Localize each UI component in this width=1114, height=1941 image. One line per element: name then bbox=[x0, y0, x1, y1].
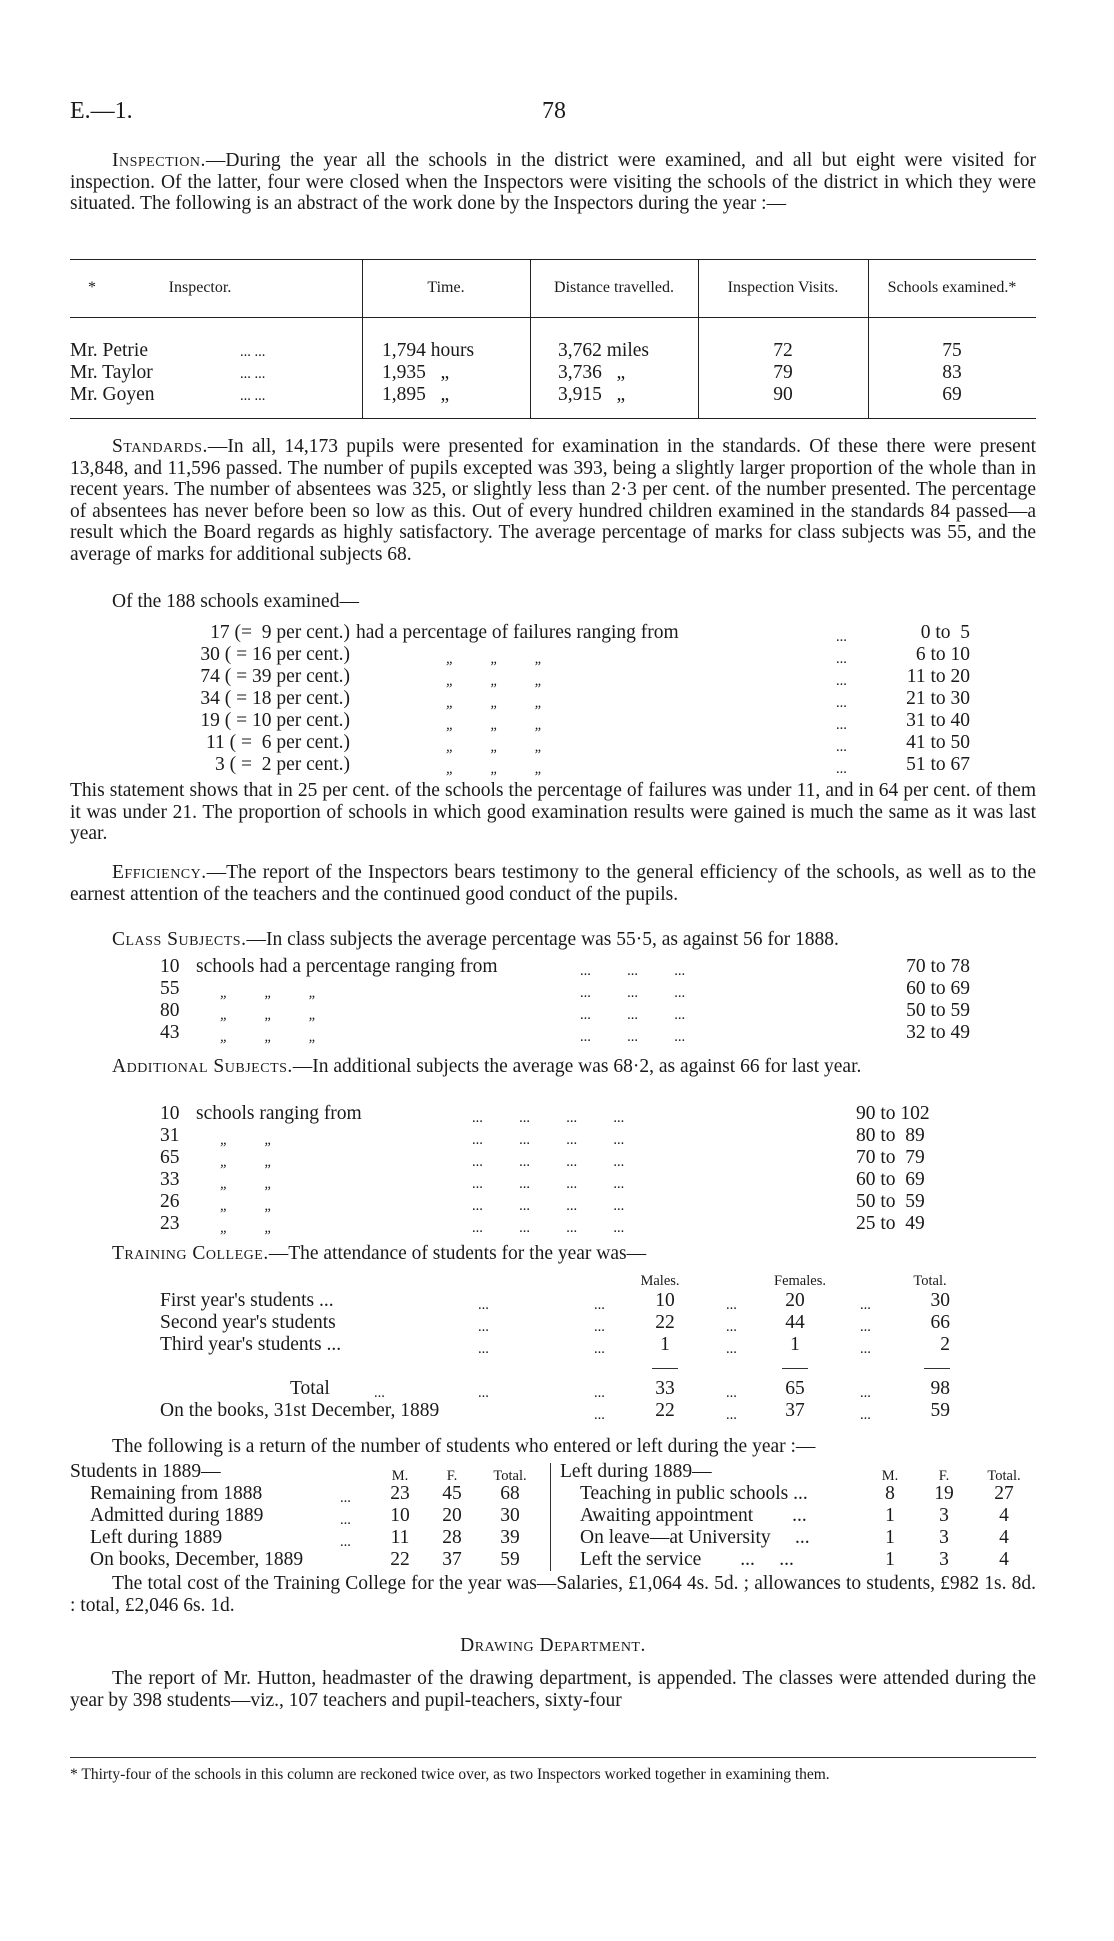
ditto-marks: „ „ „ bbox=[220, 1029, 317, 1045]
leader-dots: ... ... ... bbox=[580, 1007, 686, 1023]
failure-desc: had a percentage of failures ranging from bbox=[356, 622, 679, 643]
left-row-label: Left during 1889 bbox=[90, 1527, 223, 1548]
additional-range: 70 to 79 bbox=[856, 1147, 925, 1168]
leader-dots: ... bbox=[860, 1297, 871, 1313]
leader-dots: ... bbox=[340, 1490, 351, 1506]
failure-count: 11 ( = 6 per cent.) bbox=[205, 732, 350, 753]
inspector-time: 1,794 hours bbox=[382, 340, 475, 361]
right-table-title: Left during 1889— bbox=[560, 1461, 712, 1482]
leader-dots: ... ... ... ... bbox=[472, 1110, 625, 1126]
class-subjects-heading: Class Subjects. bbox=[112, 929, 247, 950]
additional-subjects-text: —In additional subjects the average was 68·2, as against 66 for last year. bbox=[292, 1056, 862, 1077]
table-header-rule bbox=[70, 317, 1036, 318]
additional-desc: schools ranging from bbox=[196, 1103, 362, 1124]
right-col-f: F. bbox=[938, 1468, 950, 1484]
total-females: 65 bbox=[785, 1378, 805, 1399]
additional-range: 25 to 49 bbox=[856, 1213, 925, 1234]
right-col-total: Total. bbox=[987, 1468, 1021, 1484]
col-females: Females. bbox=[774, 1273, 826, 1289]
failure-count: 30 ( = 16 per cent.) bbox=[200, 644, 350, 665]
attendance-females: 20 bbox=[785, 1290, 805, 1311]
right-row-label: Awaiting appointment ... bbox=[580, 1505, 807, 1526]
ditto-marks: „ „ bbox=[220, 1154, 273, 1170]
inspection-paragraph bbox=[70, 150, 1036, 215]
leader-dots: ... bbox=[836, 629, 847, 645]
sum-rule bbox=[652, 1368, 678, 1369]
failure-count: 3 ( = 2 per cent.) bbox=[215, 754, 350, 775]
header-visits: Inspection Visits. bbox=[727, 279, 839, 296]
inspector-name: Mr. Petrie bbox=[70, 340, 148, 361]
leader-dots: ... bbox=[340, 1534, 351, 1550]
right-row-total: 27 bbox=[994, 1483, 1014, 1504]
leader-dots: ... ... bbox=[240, 388, 266, 404]
inspection-heading: Inspection. bbox=[112, 150, 206, 171]
left-row-label: Remaining from 1888 bbox=[90, 1483, 263, 1504]
inspector-distance: 3,736 „ bbox=[558, 362, 626, 383]
ditto-marks: „ „ „ bbox=[446, 673, 543, 689]
footnote: * Thirty-four of the schools in this column are reckoned twice over, as two Inspectors worked together in examining them. bbox=[70, 1766, 830, 1783]
left-row-label: On books, December, 1889 bbox=[90, 1549, 304, 1570]
header-inspector: Inspector. bbox=[168, 279, 232, 296]
leader-dots: ... bbox=[860, 1385, 871, 1401]
total-label: Total bbox=[290, 1378, 330, 1399]
total-total: 98 bbox=[930, 1378, 950, 1399]
cost-paragraph: The total cost of the Training College for the year was—Salaries, £1,064 4s. 5d. ; allowances to students, £982 1s. 8d. : total, £2,046 6s. 1d. bbox=[70, 1573, 1036, 1616]
ditto-marks: „ „ „ bbox=[446, 651, 543, 667]
standards-text: —In all, 14,173 pupils were presented for examination in the standards. Of these there were present 13,848, and 11,596 passed. The number of pupils excepted was 393, being a slightly larger proportion of the whole than in recent years. The number of absentees was 325, or slightly less than 2·3 per cent. of the number presented. The percentage of absentees has never before been so low as this. Out of every hundred children examined in the standards 84 passed—a result which the Board regards as highly satisfactory. The average percentage of marks for class subjects was 55, and the average of marks for additional subjects 68. bbox=[70, 436, 1036, 565]
efficiency-paragraph bbox=[70, 862, 1036, 905]
failure-range: 6 to 10 bbox=[915, 644, 970, 665]
leader-dots: ... ... ... ... bbox=[472, 1220, 625, 1236]
additional-range: 90 to 102 bbox=[856, 1103, 930, 1124]
leader-dots: ... ... ... ... bbox=[472, 1132, 625, 1148]
class-desc: schools had a percentage ranging from bbox=[196, 956, 498, 977]
failure-range: 51 to 67 bbox=[906, 754, 970, 775]
leader-dots: ... bbox=[374, 1385, 385, 1401]
additional-subjects-paragraph bbox=[70, 1056, 1036, 1078]
class-count: 55 bbox=[160, 978, 180, 999]
additional-count: 26 bbox=[160, 1191, 180, 1212]
right-row-f: 19 bbox=[934, 1483, 954, 1504]
failure-count: 74 ( = 39 per cent.) bbox=[200, 666, 350, 687]
inspector-visits: 72 bbox=[773, 340, 793, 361]
leader-dots: ... bbox=[836, 651, 847, 667]
books-males: 22 bbox=[655, 1400, 675, 1421]
drawing-heading: Drawing Department. bbox=[460, 1635, 646, 1656]
leader-dots: ... bbox=[726, 1341, 737, 1357]
left-row-label: Admitted during 1889 bbox=[90, 1505, 264, 1526]
class-count: 80 bbox=[160, 1000, 180, 1021]
attendance-total: 2 bbox=[940, 1334, 950, 1355]
ditto-marks: „ „ bbox=[220, 1132, 273, 1148]
inspector-name: Mr. Goyen bbox=[70, 384, 155, 405]
inspector-visits: 79 bbox=[773, 362, 793, 383]
failure-range: 0 to 5 bbox=[920, 622, 970, 643]
failure-range: 31 to 40 bbox=[906, 710, 970, 731]
attendance-label: Second year's students bbox=[160, 1312, 336, 1333]
training-college-text: —The attendance of students for the year was— bbox=[268, 1243, 647, 1264]
leader-dots: ... bbox=[726, 1319, 737, 1335]
right-row-m: 1 bbox=[885, 1505, 895, 1526]
right-row-f: 3 bbox=[939, 1549, 949, 1570]
leader-dots: ... ... ... ... bbox=[472, 1198, 625, 1214]
class-range: 50 to 59 bbox=[906, 1000, 970, 1021]
left-row-m: 10 bbox=[390, 1505, 410, 1526]
attendance-total: 30 bbox=[930, 1290, 950, 1311]
left-col-f: F. bbox=[446, 1468, 458, 1484]
leader-dots: ... bbox=[478, 1385, 489, 1401]
books-total: 59 bbox=[930, 1400, 950, 1421]
inspector-time: 1,935 „ bbox=[382, 362, 450, 383]
additional-range: 60 to 69 bbox=[856, 1169, 925, 1190]
inspector-name: Mr. Taylor bbox=[70, 362, 153, 383]
leader-dots: ... ... ... bbox=[580, 963, 686, 979]
books-label: On the books, 31st December, 1889 bbox=[160, 1400, 440, 1421]
ditto-marks: „ „ „ bbox=[220, 1007, 317, 1023]
inspector-table bbox=[70, 259, 1036, 419]
ditto-marks: „ „ bbox=[220, 1176, 273, 1192]
left-row-total: 39 bbox=[500, 1527, 520, 1548]
col-total: Total. bbox=[913, 1273, 947, 1289]
class-range: 60 to 69 bbox=[906, 978, 970, 999]
page-number: 78 bbox=[542, 98, 566, 124]
ditto-marks: „ „ „ bbox=[446, 761, 543, 777]
left-row-f: 28 bbox=[442, 1527, 462, 1548]
leader-dots: ... bbox=[594, 1407, 605, 1423]
right-col-m: M. bbox=[881, 1468, 899, 1484]
right-row-m: 8 bbox=[885, 1483, 895, 1504]
inspector-examined: 75 bbox=[942, 340, 962, 361]
class-range: 32 to 49 bbox=[906, 1022, 970, 1043]
leader-dots: ... bbox=[726, 1407, 737, 1423]
class-range: 70 to 78 bbox=[906, 956, 970, 977]
right-row-total: 4 bbox=[999, 1527, 1009, 1548]
failure-count: 19 ( = 10 per cent.) bbox=[200, 710, 350, 731]
left-row-m: 23 bbox=[390, 1483, 410, 1504]
standards-heading: Standards. bbox=[112, 436, 208, 457]
leader-dots: ... bbox=[478, 1319, 489, 1335]
failure-range: 21 to 30 bbox=[906, 688, 970, 709]
failure-range: 41 to 50 bbox=[906, 732, 970, 753]
standards-summary: This statement shows that in 25 per cent. of the schools the percentage of failures was under 11, and in 64 per cent. of them it was under 21. The proportion of schools in which good examination results were gained is much the same as it was last year. bbox=[70, 780, 1036, 845]
attendance-females: 1 bbox=[790, 1334, 800, 1355]
additional-count: 23 bbox=[160, 1213, 180, 1234]
left-row-total: 30 bbox=[500, 1505, 520, 1526]
failure-count: 34 ( = 18 per cent.) bbox=[200, 688, 350, 709]
leader-dots: ... ... ... bbox=[580, 1029, 686, 1045]
left-row-f: 45 bbox=[442, 1483, 462, 1504]
right-row-m: 1 bbox=[885, 1549, 895, 1570]
attendance-males: 22 bbox=[655, 1312, 675, 1333]
ditto-marks: „ „ „ bbox=[446, 717, 543, 733]
additional-count: 31 bbox=[160, 1125, 180, 1146]
report-code: E.—1. bbox=[70, 98, 133, 124]
left-col-m: M. bbox=[391, 1468, 409, 1484]
header-examined: Schools examined.* bbox=[887, 279, 1017, 296]
leader-dots: ... bbox=[340, 1512, 351, 1528]
class-subjects-paragraph bbox=[70, 929, 1036, 951]
additional-count: 65 bbox=[160, 1147, 180, 1168]
attendance-males: 1 bbox=[660, 1334, 670, 1355]
left-row-m: 11 bbox=[390, 1527, 410, 1548]
ditto-marks: „ „ „ bbox=[220, 985, 317, 1001]
left-col-total: Total. bbox=[493, 1468, 527, 1484]
inspector-distance: 3,915 „ bbox=[558, 384, 626, 405]
ditto-marks: „ „ „ bbox=[446, 739, 543, 755]
additional-range: 80 to 89 bbox=[856, 1125, 925, 1146]
right-row-label: Teaching in public schools ... bbox=[580, 1483, 808, 1504]
ditto-marks: „ „ bbox=[220, 1198, 273, 1214]
additional-range: 50 to 59 bbox=[856, 1191, 925, 1212]
books-females: 37 bbox=[785, 1400, 805, 1421]
right-row-label: On leave—at University ... bbox=[580, 1527, 810, 1548]
leader-dots: ... bbox=[836, 739, 847, 755]
leader-dots: ... bbox=[836, 717, 847, 733]
attendance-total: 66 bbox=[930, 1312, 950, 1333]
leader-dots: ... bbox=[478, 1341, 489, 1357]
failure-range: 11 to 20 bbox=[906, 666, 970, 687]
right-row-f: 3 bbox=[939, 1505, 949, 1526]
leader-dots: ... ... ... ... bbox=[472, 1176, 625, 1192]
header-marker: * bbox=[88, 279, 96, 296]
footnote-rule bbox=[70, 1757, 1036, 1758]
efficiency-text: —The report of the Inspectors bears testimony to the general efficiency of the schools, as well as to the earnest attention of the teachers and the continued good conduct of the pupils. bbox=[70, 862, 1036, 905]
attendance-males: 10 bbox=[655, 1290, 675, 1311]
left-row-f: 37 bbox=[442, 1549, 462, 1570]
attendance-females: 44 bbox=[785, 1312, 805, 1333]
left-row-f: 20 bbox=[442, 1505, 462, 1526]
leader-dots: ... ... bbox=[240, 344, 266, 360]
inspector-distance: 3,762 miles bbox=[558, 340, 649, 361]
leader-dots: ... ... ... ... bbox=[472, 1154, 625, 1170]
sum-rule bbox=[782, 1368, 808, 1369]
leader-dots: ... bbox=[594, 1385, 605, 1401]
leader-dots: ... bbox=[594, 1341, 605, 1357]
left-row-m: 22 bbox=[390, 1549, 410, 1570]
right-row-m: 1 bbox=[885, 1527, 895, 1548]
leader-dots: ... ... ... bbox=[580, 985, 686, 1001]
leader-dots: ... bbox=[726, 1297, 737, 1313]
left-row-total: 68 bbox=[500, 1483, 520, 1504]
leader-dots: ... ... bbox=[240, 366, 266, 382]
right-row-f: 3 bbox=[939, 1527, 949, 1548]
standards-paragraph bbox=[70, 436, 1036, 566]
header-time: Time. bbox=[427, 279, 465, 296]
sum-rule bbox=[924, 1368, 950, 1369]
col-males: Males. bbox=[640, 1273, 680, 1289]
efficiency-heading: Efficiency. bbox=[112, 862, 207, 883]
attendance-label: Third year's students ... bbox=[160, 1334, 342, 1355]
inspector-examined: 83 bbox=[942, 362, 962, 383]
leader-dots: ... bbox=[836, 761, 847, 777]
drawing-paragraph: The report of Mr. Hutton, headmaster of the drawing department, is appended. The classes were attended during the year by 398 students—viz., 107 teachers and pupil-teachers, sixty-four bbox=[70, 1668, 1036, 1711]
class-count: 10 bbox=[160, 956, 180, 977]
ditto-marks: „ „ „ bbox=[446, 695, 543, 711]
attendance-label: First year's students ... bbox=[160, 1290, 334, 1311]
ditto-marks: „ „ bbox=[220, 1220, 273, 1236]
leader-dots: ... bbox=[478, 1297, 489, 1313]
inspector-visits: 90 bbox=[773, 384, 793, 405]
table-divider bbox=[550, 1463, 551, 1571]
class-count: 43 bbox=[160, 1022, 180, 1043]
leader-dots: ... bbox=[860, 1341, 871, 1357]
failure-count: 17 (= 9 per cent.) bbox=[210, 622, 350, 643]
training-college-paragraph bbox=[70, 1243, 1036, 1265]
additional-count: 10 bbox=[160, 1103, 180, 1124]
leader-dots: ... bbox=[860, 1407, 871, 1423]
left-row-total: 59 bbox=[500, 1549, 520, 1570]
inspection-text: —During the year all the schools in the district were examined, and all but eight were visited for inspection. Of the latter, four were closed when the Inspectors were visiting the schools of the district in which they were situated. The following is an abstract of the work done by the Inspectors during the year :— bbox=[70, 150, 1036, 215]
standards-intro: Of the 188 schools examined— bbox=[112, 591, 359, 612]
additional-subjects-heading: Additional Subjects. bbox=[112, 1056, 293, 1077]
inspector-examined: 69 bbox=[942, 384, 962, 405]
left-table-title: Students in 1889— bbox=[70, 1461, 221, 1482]
right-row-label: Left the service ... ... bbox=[580, 1549, 794, 1570]
training-college-heading: Training College. bbox=[112, 1243, 269, 1264]
leader-dots: ... bbox=[594, 1297, 605, 1313]
leader-dots: ... bbox=[860, 1319, 871, 1335]
inspector-time: 1,895 „ bbox=[382, 384, 450, 405]
total-males: 33 bbox=[655, 1378, 675, 1399]
return-intro: The following is a return of the number of students who entered or left during the year :— bbox=[112, 1436, 816, 1457]
leader-dots: ... bbox=[836, 695, 847, 711]
right-row-total: 4 bbox=[999, 1549, 1009, 1570]
class-subjects-text: —In class subjects the average percentage was 55·5, as against 56 for 1888. bbox=[246, 929, 839, 950]
right-row-total: 4 bbox=[999, 1505, 1009, 1526]
header-distance: Distance travelled. bbox=[554, 279, 674, 296]
leader-dots: ... bbox=[594, 1319, 605, 1335]
additional-count: 33 bbox=[160, 1169, 180, 1190]
leader-dots: ... bbox=[726, 1385, 737, 1401]
leader-dots: ... bbox=[836, 673, 847, 689]
